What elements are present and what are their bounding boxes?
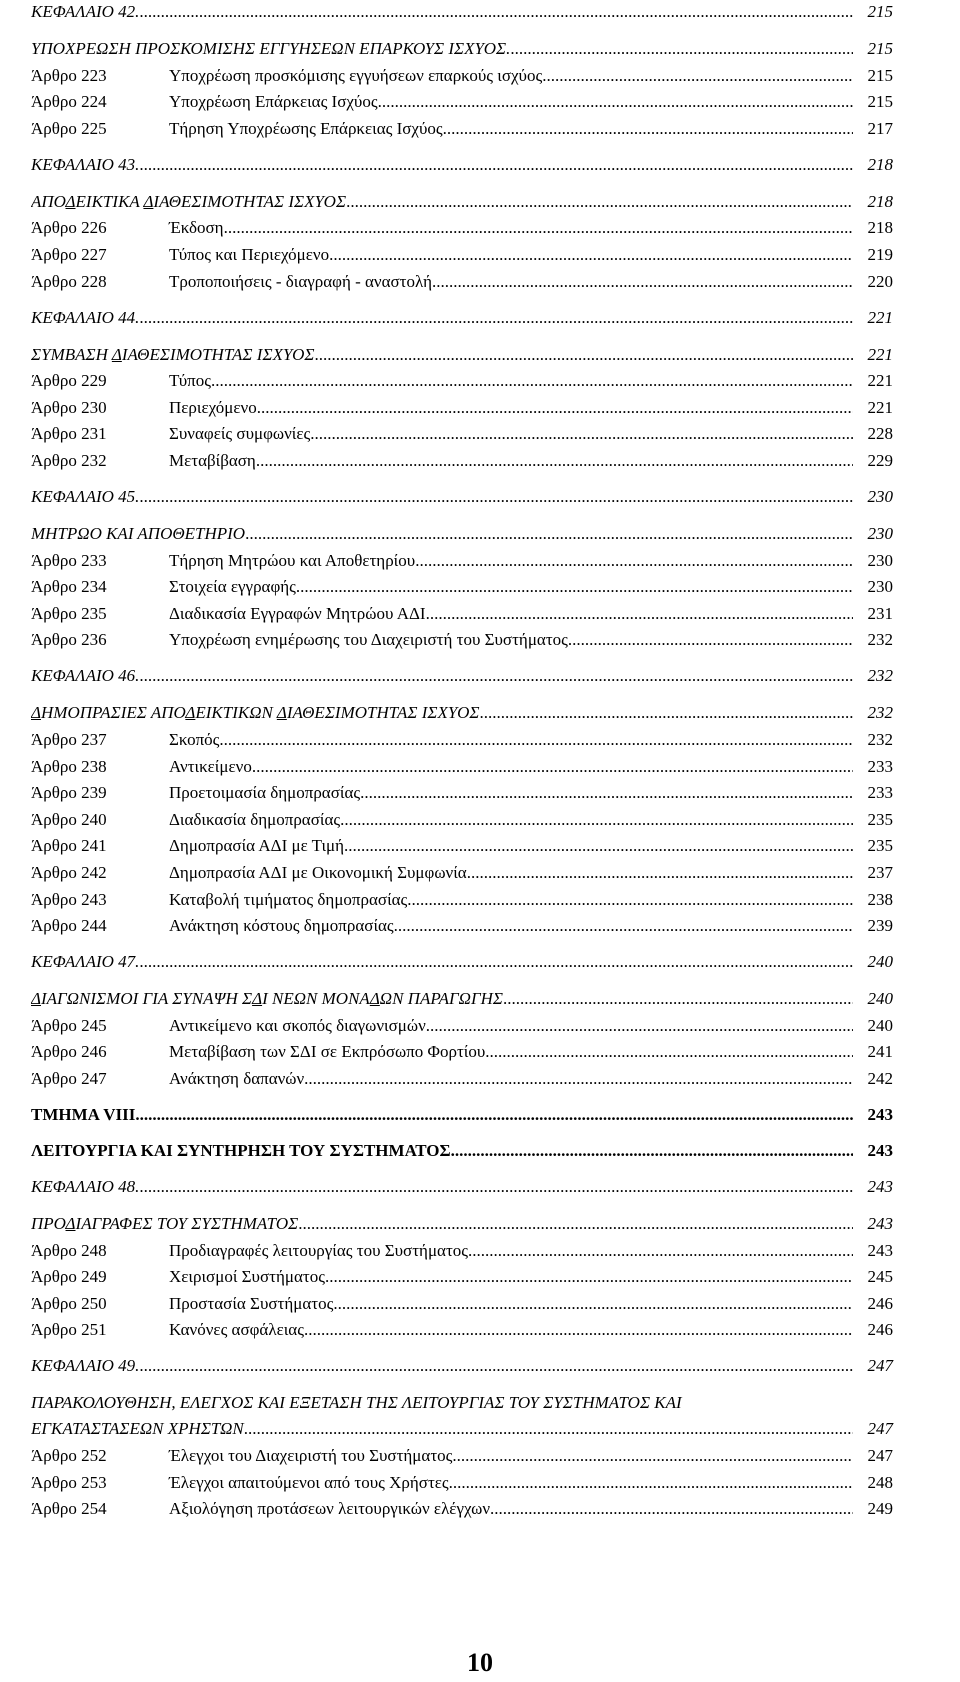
toc-page-number: 241 [853, 1041, 893, 1063]
toc-entry-leader [31, 191, 853, 213]
toc-article-text [169, 451, 853, 470]
toc-page-number: 229 [853, 450, 893, 472]
toc-page-number: 230 [853, 576, 893, 598]
toc-entry-section[interactable] [31, 523, 893, 545]
toc-page-number: 237 [853, 862, 893, 884]
toc-entry-text [31, 952, 853, 971]
toc-article-title: Τύπος και Περιεχόμενο [169, 245, 330, 264]
toc-article-title: Έλεγχοι απαιτούμενοι από τους Χρήστες [169, 1472, 449, 1492]
toc-entry-leader [31, 951, 853, 973]
toc-section-title: ΣΥΜΒΑΣΗ ΔΙΑΘΕΣΙΜΟΤΗΤΑΣ ΙΣΧΥΟΣ [31, 344, 315, 364]
toc-entry-leader [31, 1140, 853, 1162]
toc-chapter-title: ΚΕΦΑΛΑΙΟ 45. [31, 487, 140, 506]
toc-page-number: 232 [853, 665, 893, 687]
toc-section-line [31, 1392, 893, 1414]
toc-page-number: 247 [853, 1418, 893, 1440]
toc-entry-chapter[interactable] [31, 951, 893, 973]
toc-article-text [169, 66, 853, 85]
toc-entry-leader [31, 1015, 853, 1037]
toc-page-number: 243 [853, 1176, 893, 1198]
toc-entry-article[interactable] [31, 91, 893, 113]
toc-entry-text [31, 1177, 853, 1196]
toc-entry-leader [31, 38, 853, 60]
toc-article-number: Άρθρο 242 [31, 863, 107, 882]
toc-article-title: Κανόνες ασφάλειας [169, 1320, 304, 1340]
toc-article-text [169, 1016, 853, 1035]
toc-entry-chapter[interactable] [31, 665, 893, 687]
toc-page-number: 243 [853, 1140, 893, 1162]
toc-article-number: Άρθρο 243 [31, 889, 107, 909]
toc-chapter-title: ΚΕΦΑΛΑΙΟ 47. [31, 952, 140, 972]
toc-page-number: 247 [853, 1445, 893, 1467]
toc-entry-leader [31, 1319, 853, 1341]
toc-article-title: Τύπος [169, 371, 211, 391]
toc-entry-text [31, 487, 853, 506]
toc-entry-leader [31, 835, 853, 857]
toc-entry-section[interactable] [31, 191, 893, 213]
toc-page-number: 230 [853, 486, 893, 508]
toc-article-number: Άρθρο 239 [31, 783, 107, 803]
toc-page-number: 235 [853, 809, 893, 831]
toc-section-title: ΔΙΑΓΩΝΙΣΜΟΙ ΓΙΑ ΣΥΝΑΨΗ ΣΔΙ ΝΕΩΝ ΜΟΝΑΔΩΝ ΠΑΡΑΓΩΓΗΣ [31, 989, 503, 1009]
toc-article-text [169, 604, 853, 623]
toc-entry-leader [31, 118, 853, 140]
toc-entry-leader [31, 665, 853, 687]
toc-article-number: Άρθρο 249 [31, 1267, 107, 1287]
toc-page-number: 218 [853, 154, 893, 176]
toc-entry-section[interactable] [31, 1213, 893, 1235]
toc-entry-leader [31, 1418, 853, 1440]
toc-article-title: Αξιολόγηση προτάσεων λειτουργικών ελέγχων [169, 1499, 491, 1519]
toc-entry-article[interactable] [31, 756, 893, 778]
toc-article-number: Άρθρο 237 [31, 730, 107, 749]
toc-entry-text [31, 192, 853, 211]
toc-article-text [169, 1499, 853, 1518]
toc-entry-leader [31, 486, 853, 508]
toc-article-title: Τήρηση Μητρώου και Αποθετηρίου [169, 550, 416, 570]
toc-entry-article[interactable] [31, 397, 893, 419]
toc-chapter-title: ΚΕΦΑΛΑΙΟ 48. [31, 1177, 140, 1196]
toc-article-number: Άρθρο 234 [31, 577, 107, 597]
toc-page-number: 221 [853, 370, 893, 392]
toc-page-number: 215 [853, 91, 893, 113]
toc-article-number: Άρθρο 231 [31, 424, 107, 444]
toc-article-text [169, 1320, 853, 1339]
toc-article-title: Υποχρέωση Επάρκειας Ισχύος. [169, 92, 382, 112]
toc-entry-tmima[interactable] [31, 1104, 893, 1126]
toc-entry-text [31, 2, 853, 21]
toc-article-title: Δημοπρασία ΑΔΙ με Οικονομική Συμφωνία [169, 863, 467, 882]
toc-entry-leader [31, 65, 853, 87]
toc-entry-text [31, 703, 853, 722]
toc-entry-chapter[interactable] [31, 154, 893, 176]
toc-entry-leader [31, 1176, 853, 1198]
toc-entry-leader [31, 370, 853, 392]
toc-entry-leader [31, 1213, 853, 1235]
toc-page-number: 243 [853, 1104, 893, 1126]
toc-article-text [169, 1446, 853, 1465]
toc-article-text [169, 1473, 853, 1492]
toc-entry-leader [31, 1240, 853, 1262]
toc-entry-article[interactable] [31, 244, 893, 266]
toc-section-title: ΑΠΟΔΕΙΚΤΙΚΑ ΔΙΑΘΕΣΙΜΟΤΗΤΑΣ ΙΣΧΥΟΣ [31, 191, 347, 211]
toc-article-text [169, 863, 853, 882]
toc-entry-leader [31, 1041, 853, 1063]
toc-entry-article[interactable] [31, 118, 893, 140]
toc-article-title: Αντικείμενο και σκοπός διαγωνισμών [169, 1015, 426, 1035]
toc-entry-text [31, 666, 853, 685]
toc-article-number: Άρθρο 241 [31, 836, 107, 856]
toc-article-text [169, 1267, 853, 1286]
toc-entry-leader [31, 729, 853, 751]
toc-entry-article[interactable] [31, 370, 893, 392]
toc-entry-article[interactable] [31, 1068, 893, 1090]
toc-article-text [169, 730, 853, 749]
toc-article-text [169, 810, 853, 829]
toc-article-title: Διαδικασία Εγγραφών Μητρώου ΑΔΙ [169, 603, 426, 623]
toc-entry-leader [31, 154, 853, 176]
toc-entry-article[interactable] [31, 1498, 893, 1520]
toc-entry-tmima[interactable] [31, 1140, 893, 1162]
toc-article-number: Άρθρο 236 [31, 630, 107, 650]
toc-entry-leader [31, 1068, 853, 1090]
toc-entry-leader [31, 550, 853, 572]
toc-entry-text [31, 308, 853, 327]
toc-entry-chapter[interactable] [31, 1, 893, 23]
toc-page-number: 246 [853, 1293, 893, 1315]
toc-entry-leader [31, 1498, 853, 1520]
toc-entry-leader [31, 889, 853, 911]
toc-page-number: 240 [853, 951, 893, 973]
toc-article-text [169, 551, 853, 570]
toc-entry-article[interactable] [31, 550, 893, 572]
toc-article-text [169, 1069, 853, 1088]
toc-article-number: Άρθρο 251 [31, 1320, 107, 1340]
toc-page-number: 231 [853, 603, 893, 625]
toc-entry-section[interactable] [31, 988, 893, 1010]
toc-article-title: Τήρηση Υποχρέωσης Επάρκειας Ισχύος. [169, 118, 447, 138]
toc-entry-text [31, 1141, 853, 1160]
toc-page-number: 249 [853, 1498, 893, 1520]
toc-entry-leader [31, 271, 853, 293]
toc-page-number: 219 [853, 244, 893, 266]
toc-article-text [169, 398, 853, 417]
toc-page-number: 232 [853, 702, 893, 724]
toc-article-number: Άρθρο 252 [31, 1446, 107, 1465]
toc-entry-text [31, 1214, 853, 1233]
toc-page-number: 240 [853, 1015, 893, 1037]
toc-entry-article[interactable] [31, 782, 893, 804]
toc-entry-text [31, 989, 853, 1008]
toc-page-number: 232 [853, 729, 893, 751]
toc-entry-article[interactable] [31, 835, 893, 857]
toc-article-text [169, 577, 853, 596]
toc-entry-leader [31, 915, 853, 937]
toc-entry-article[interactable] [31, 1472, 893, 1494]
toc-entry-text [31, 524, 853, 543]
toc-article-number: Άρθρο 253 [31, 1472, 107, 1492]
toc-entry-leader [31, 244, 853, 266]
toc-article-number: Άρθρο 235 [31, 603, 107, 623]
toc-section-title: ΠΡΟΔΙΑΓΡΑΦΕΣ ΤΟΥ ΣΥΣΤΗΜΑΤΟΣ [31, 1214, 299, 1233]
toc-article-text [169, 783, 853, 802]
toc-page-number: 247 [853, 1355, 893, 1377]
toc-article-text [169, 1241, 853, 1260]
toc-article-number: Άρθρο 230 [31, 397, 107, 417]
toc-entry-leader [31, 862, 853, 884]
toc-article-number: Άρθρο 225 [31, 118, 107, 138]
toc-entry-chapter[interactable] [31, 1355, 893, 1377]
toc-page-number: 233 [853, 756, 893, 778]
toc-page-number: 233 [853, 782, 893, 804]
toc-entry-leader [31, 423, 853, 445]
toc-entry-chapter[interactable] [31, 486, 893, 508]
toc-article-text [169, 916, 853, 935]
toc-article-number: Άρθρο 228 [31, 271, 107, 291]
toc-entry-leader [31, 988, 853, 1010]
toc-entry-article[interactable] [31, 1293, 893, 1315]
toc-entry-section[interactable] [31, 38, 893, 60]
toc-entry-article[interactable] [31, 65, 893, 87]
toc-article-title: Υποχρέωση ενημέρωσης του Διαχειριστή του Συστήματος [169, 630, 568, 650]
toc-article-number: Άρθρο 232 [31, 451, 107, 470]
toc-entry-article[interactable] [31, 603, 893, 625]
toc-chapter-title: ΚΕΦΑΛΑΙΟ 44. [31, 307, 140, 327]
toc-page-number: 215 [853, 65, 893, 87]
toc-page-number: 242 [853, 1068, 893, 1090]
toc-article-title: Ανάκτηση κόστους δημοπρασίας [169, 916, 394, 936]
toc-entry-leader [31, 450, 853, 472]
toc-entry-text [31, 155, 853, 174]
toc-page-number: 221 [853, 344, 893, 366]
toc-page-number: 245 [853, 1266, 893, 1288]
toc-entry-section[interactable] [31, 344, 893, 366]
toc-article-title: Δημοπρασία ΑΔΙ με Τιμή [169, 836, 345, 856]
toc-article-number: Άρθρο 233 [31, 550, 107, 570]
toc-entry-article[interactable] [31, 629, 893, 651]
toc-entry-article[interactable] [31, 1015, 893, 1037]
toc-entry-article[interactable] [31, 450, 893, 472]
toc-article-number: Άρθρο 226 [31, 218, 107, 238]
toc-page-number: 238 [853, 889, 893, 911]
toc-entry-leader [31, 523, 853, 545]
toc-article-title: Προδιαγραφές λειτουργίας του Συστήματος [169, 1240, 469, 1260]
toc-entry-article[interactable] [31, 1266, 893, 1288]
toc-article-number: Άρθρο 250 [31, 1293, 107, 1313]
toc-page-number: 215 [853, 1, 893, 23]
toc-entry-leader [31, 91, 853, 113]
toc-chapter-title: ΚΕΦΑΛΑΙΟ 49. [31, 1356, 140, 1376]
toc-entry-text [31, 1105, 853, 1124]
toc-article-number: Άρθρο 229 [31, 371, 107, 391]
toc-section-title-line1: ΠΑΡΑΚΟΛΟΥΘΗΣΗ, ΕΛΕΓΧΟΣ ΚΑΙ ΕΞΕΤΑΣΗ ΤΗΣ ΛΕΙΤΟΥΡΓΙΑΣ ΤΟΥ ΣΥΣΤΗΜΑΤΟΣ ΚΑΙ [31, 1393, 682, 1413]
toc-page-number: 221 [853, 397, 893, 419]
toc-article-text [169, 630, 853, 649]
toc-entry-section[interactable] [31, 702, 893, 724]
toc-page-number: 239 [853, 915, 893, 937]
toc-article-text [169, 218, 853, 237]
toc-entry-leader [31, 782, 853, 804]
toc-entry-section2[interactable] [31, 1418, 893, 1440]
toc-entry-leader [31, 576, 853, 598]
toc-chapter-title: ΚΕΦΑΛΑΙΟ 42. [31, 2, 140, 21]
toc-entry-leader [31, 629, 853, 651]
toc-page-number: 232 [853, 629, 893, 651]
toc-article-title: Υποχρέωση προσκόμισης εγγυήσεων επαρκούς ισχύος. [169, 65, 547, 85]
toc-article-number: Άρθρο 248 [31, 1240, 107, 1260]
toc-article-text [169, 119, 853, 138]
toc-article-text [169, 890, 853, 909]
toc-page-number: 215 [853, 38, 893, 60]
toc-page-number: 221 [853, 307, 893, 329]
toc-entry-leader [31, 603, 853, 625]
toc-article-number: Άρθρο 245 [31, 1015, 107, 1035]
toc-article-title: Αντικείμενο [169, 756, 252, 776]
toc-page-number: 243 [853, 1213, 893, 1235]
toc-page-number: 218 [853, 217, 893, 239]
toc-entry-leader [31, 1266, 853, 1288]
toc-entry-article[interactable] [31, 862, 893, 884]
toc-article-text [169, 92, 853, 111]
toc-entry-leader [31, 307, 853, 329]
toc-article-text [169, 272, 853, 291]
toc-entry-article[interactable] [31, 1445, 893, 1467]
toc-entry-leader [31, 1, 853, 23]
toc-tmima-title: ΤΜΗΜΑ VIII [31, 1105, 136, 1124]
toc-page-number: 248 [853, 1472, 893, 1494]
toc-article-number: Άρθρο 247 [31, 1069, 107, 1088]
toc-page-number: 228 [853, 423, 893, 445]
toc-page-number: 240 [853, 988, 893, 1010]
toc-article-number: Άρθρο 254 [31, 1499, 107, 1519]
toc-article-number: Άρθρο 227 [31, 245, 107, 264]
toc-entry-article[interactable] [31, 729, 893, 751]
toc-article-text [169, 757, 853, 776]
toc-entry-leader [31, 809, 853, 831]
toc-page-number: 230 [853, 523, 893, 545]
toc-entry-article[interactable] [31, 217, 893, 239]
toc-article-number: Άρθρο 246 [31, 1042, 107, 1062]
toc-entry-chapter[interactable] [31, 1176, 893, 1198]
toc-article-title: Σκοπός [169, 730, 220, 749]
toc-article-title: Προετοιμασία δημοπρασίας [169, 783, 361, 803]
toc-entry-leader [31, 1472, 853, 1494]
toc-article-text [169, 836, 853, 855]
toc-page-number: 246 [853, 1319, 893, 1341]
toc-entry-article[interactable] [31, 576, 893, 598]
toc-entry-article[interactable] [31, 889, 893, 911]
toc-entry-article[interactable] [31, 1319, 893, 1341]
toc-tmima-title: ΛΕΙΤΟΥΡΓΙΑ ΚΑΙ ΣΥΝΤΗΡΗΣΗ ΤΟΥ ΣΥΣΤΗΜΑΤΟΣ [31, 1141, 451, 1160]
toc-entry-article[interactable] [31, 915, 893, 937]
toc-entry-article[interactable] [31, 1041, 893, 1063]
toc-entry-leader [31, 217, 853, 239]
toc-entry-text [31, 1356, 853, 1375]
toc-page-number: 235 [853, 835, 893, 857]
toc-entry-text [31, 1419, 853, 1438]
toc-article-number: Άρθρο 244 [31, 916, 107, 936]
toc-section2-title: ΕΓΚΑΤΑΣΤΑΣΕΩΝ ΧΡΗΣΤΩΝ [31, 1419, 244, 1439]
toc-page-number: 218 [853, 191, 893, 213]
toc-section-title: ΥΠΟΧΡΕΩΣΗ ΠΡΟΣΚΟΜΙΣΗΣ ΕΓΓΥΗΣΕΩΝ ΕΠΑΡΚΟΥΣ ΙΣΧΥΟΣ. [31, 39, 511, 58]
toc-article-title: Στοιχεία εγγραφής [169, 577, 296, 597]
toc-article-title: Περιεχόμενο [169, 397, 257, 417]
toc-page-number: 220 [853, 271, 893, 293]
toc-article-number: Άρθρο 224 [31, 92, 107, 112]
toc-article-text [169, 1294, 853, 1313]
toc-entry-leader [31, 756, 853, 778]
toc-article-title: Προστασία Συστήματος [169, 1293, 334, 1313]
toc-section-title: ΔΗΜΟΠΡΑΣΙΕΣ ΑΠΟΔΕΙΚΤΙΚΩΝ ΔΙΑΘΕΣΙΜΟΤΗΤΑΣ ΙΣΧΥΟΣ [31, 703, 480, 723]
toc-entry-article[interactable] [31, 809, 893, 831]
toc-entry-article[interactable] [31, 271, 893, 293]
toc-entry-article[interactable] [31, 423, 893, 445]
toc-article-text [169, 424, 853, 443]
toc-entry-leader [31, 1445, 853, 1467]
toc-section-title: ΜΗΤΡΩΟ ΚΑΙ ΑΠΟΘΕΤΗΡΙΟ [31, 524, 246, 543]
toc-article-title: Ανάκτηση δαπανών [169, 1069, 305, 1088]
toc-article-text [169, 371, 853, 390]
toc-article-title: Μεταβίβαση των ΣΔΙ σε Εκπρόσωπο Φορτίου [169, 1042, 486, 1062]
toc-entry-article[interactable] [31, 1240, 893, 1262]
toc-article-title: Μεταβίβαση [169, 451, 256, 470]
toc-entry-text [31, 39, 853, 58]
toc-article-title: Διαδικασία δημοπρασίας [169, 809, 341, 829]
toc-article-text [169, 1042, 853, 1061]
toc-entry-leader [31, 1355, 853, 1377]
toc-article-title: Τροποποιήσεις - διαγραφή - αναστολή [169, 271, 433, 291]
toc-entry-leader [31, 702, 853, 724]
toc-page-number: 217 [853, 118, 893, 140]
toc-article-title: Έκδοση [169, 218, 224, 238]
toc-chapter-title: ΚΕΦΑΛΑΙΟ 46. [31, 666, 140, 686]
toc-article-title: Συναφείς συμφωνίες [169, 424, 311, 444]
toc-entry-leader [31, 344, 853, 366]
toc-article-title: Έλεγχοι του Διαχειριστή του Συστήματος [169, 1446, 453, 1465]
toc-article-number: Άρθρο 223 [31, 65, 107, 85]
toc-article-text [169, 245, 853, 264]
toc-article-title: Καταβολή τιμήματος δημοπρασίας [169, 889, 408, 909]
toc-article-title: Χειρισμοί Συστήματος [169, 1267, 325, 1287]
toc-entry-leader [31, 1293, 853, 1315]
page-number: 10 [467, 1648, 493, 1677]
toc-entry-text [31, 345, 853, 364]
toc-entry-leader [31, 397, 853, 419]
toc-article-number: Άρθρο 238 [31, 756, 107, 776]
toc-article-number: Άρθρο 240 [31, 809, 107, 829]
toc-page-number: 243 [853, 1240, 893, 1262]
toc-entry-leader [31, 1104, 853, 1126]
toc-page-number: 230 [853, 550, 893, 572]
toc-chapter-title: ΚΕΦΑΛΑΙΟ 43. [31, 154, 140, 174]
toc-entry-chapter[interactable] [31, 307, 893, 329]
